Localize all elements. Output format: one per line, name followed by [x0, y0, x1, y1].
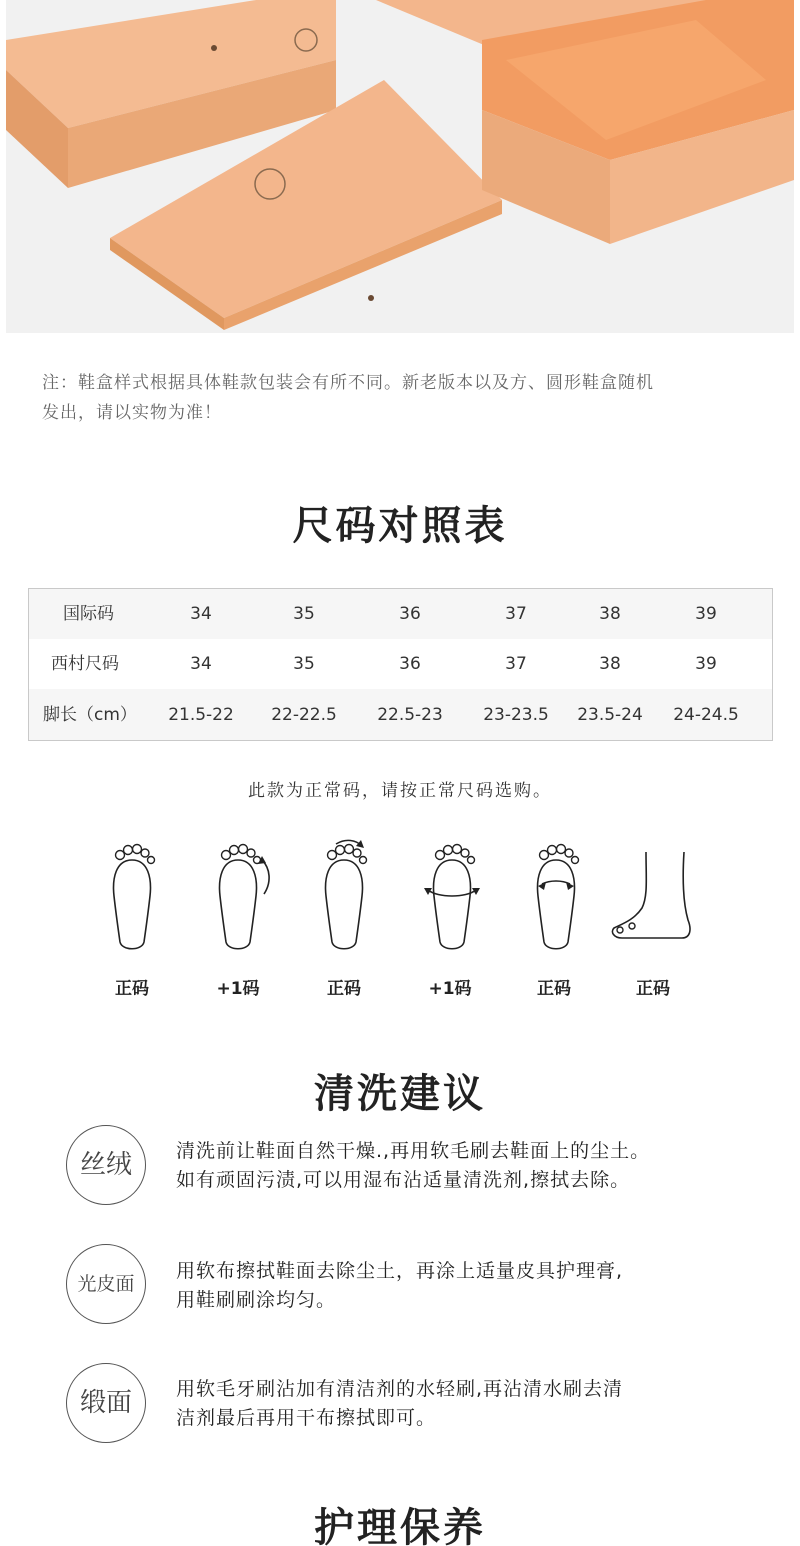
table-cell: 38 — [599, 654, 621, 674]
cleaning-line: 清洗前让鞋面自然干燥.,再用软毛刷去鞋面上的尘土。 — [176, 1140, 651, 1162]
foot-size-label: 正码 — [636, 979, 670, 999]
table-cell: 23.5-24 — [577, 705, 643, 725]
cleaning-line: 用软布擦拭鞋面去除尘土，再涂上适量皮具护理膏, — [176, 1260, 624, 1282]
table-cell: 22-22.5 — [271, 705, 337, 725]
table-cell: 37 — [505, 604, 527, 624]
high-instep-foot-icon — [188, 838, 288, 956]
material-badge-velvet: 丝绒 — [66, 1125, 146, 1205]
note-line-1: 注：鞋盒样式根据具体鞋款包装会有所不同。新老版本以及方、圆形鞋盒随机 — [42, 373, 654, 393]
table-cell: 35 — [293, 604, 315, 624]
material-badge-satin: 缎面 — [66, 1363, 146, 1443]
cleaning-line: 用鞋刷刷涂均匀。 — [176, 1289, 337, 1311]
row-label: 脚长（cm） — [43, 705, 137, 725]
table-cell: 36 — [399, 654, 421, 674]
packaging-note — [42, 368, 772, 428]
side-foot-icon — [606, 838, 706, 956]
table-cell: 39 — [695, 654, 717, 674]
size-tip: 此款为正常码，请按正常尺码选购。 — [248, 781, 552, 801]
shoe-box-photo — [6, 0, 794, 333]
cleaning-text-satin — [176, 1375, 776, 1433]
foot-size-label: +1码 — [428, 979, 472, 999]
table-cell: 39 — [695, 604, 717, 624]
flat-foot-icon — [82, 838, 182, 956]
material-badge-smooth-leather: 光皮面 — [66, 1244, 146, 1324]
foot-size-label: 正码 — [115, 979, 149, 999]
cleaning-text-smooth-leather — [176, 1257, 776, 1315]
foot-size-label: +1码 — [216, 979, 260, 999]
care-title: 护理保养 — [314, 1504, 486, 1546]
table-cell: 34 — [190, 604, 212, 624]
table-cell: 37 — [505, 654, 527, 674]
table-cell: 36 — [399, 604, 421, 624]
foot-size-label: 正码 — [537, 979, 571, 999]
table-cell: 24-24.5 — [673, 705, 739, 725]
foot-size-label: 正码 — [327, 979, 361, 999]
table-cell: 23-23.5 — [483, 705, 549, 725]
size-chart-table — [28, 588, 773, 741]
cleaning-line: 用软毛牙刷沾加有清洁剂的水轻刷,再沾清水刷去清 — [176, 1378, 624, 1400]
table-row — [29, 589, 772, 639]
narrow-foot-icon — [506, 838, 606, 956]
wide-foot-icon — [402, 838, 502, 956]
row-label: 国际码 — [63, 604, 114, 624]
cleaning-text-velvet — [176, 1137, 776, 1195]
table-row — [29, 690, 772, 740]
cleaning-line: 洁剂最后再用干布擦拭即可。 — [176, 1407, 437, 1429]
table-cell: 22.5-23 — [377, 705, 443, 725]
row-label: 西村尺码 — [51, 654, 119, 674]
cleaning-title: 清洗建议 — [314, 1070, 486, 1117]
table-cell: 35 — [293, 654, 315, 674]
table-cell: 21.5-22 — [168, 705, 234, 725]
shoe-box-illustration — [6, 0, 794, 333]
note-line-2: 发出，请以实物为准！ — [42, 403, 222, 423]
table-cell: 38 — [599, 604, 621, 624]
table-row — [29, 639, 772, 689]
long-toe-foot-icon — [294, 838, 394, 956]
size-chart-title: 尺码对照表 — [292, 502, 508, 549]
table-cell: 34 — [190, 654, 212, 674]
cleaning-line: 如有顽固污渍,可以用湿布沾适量清洗剂,擦拭去除。 — [176, 1169, 631, 1191]
